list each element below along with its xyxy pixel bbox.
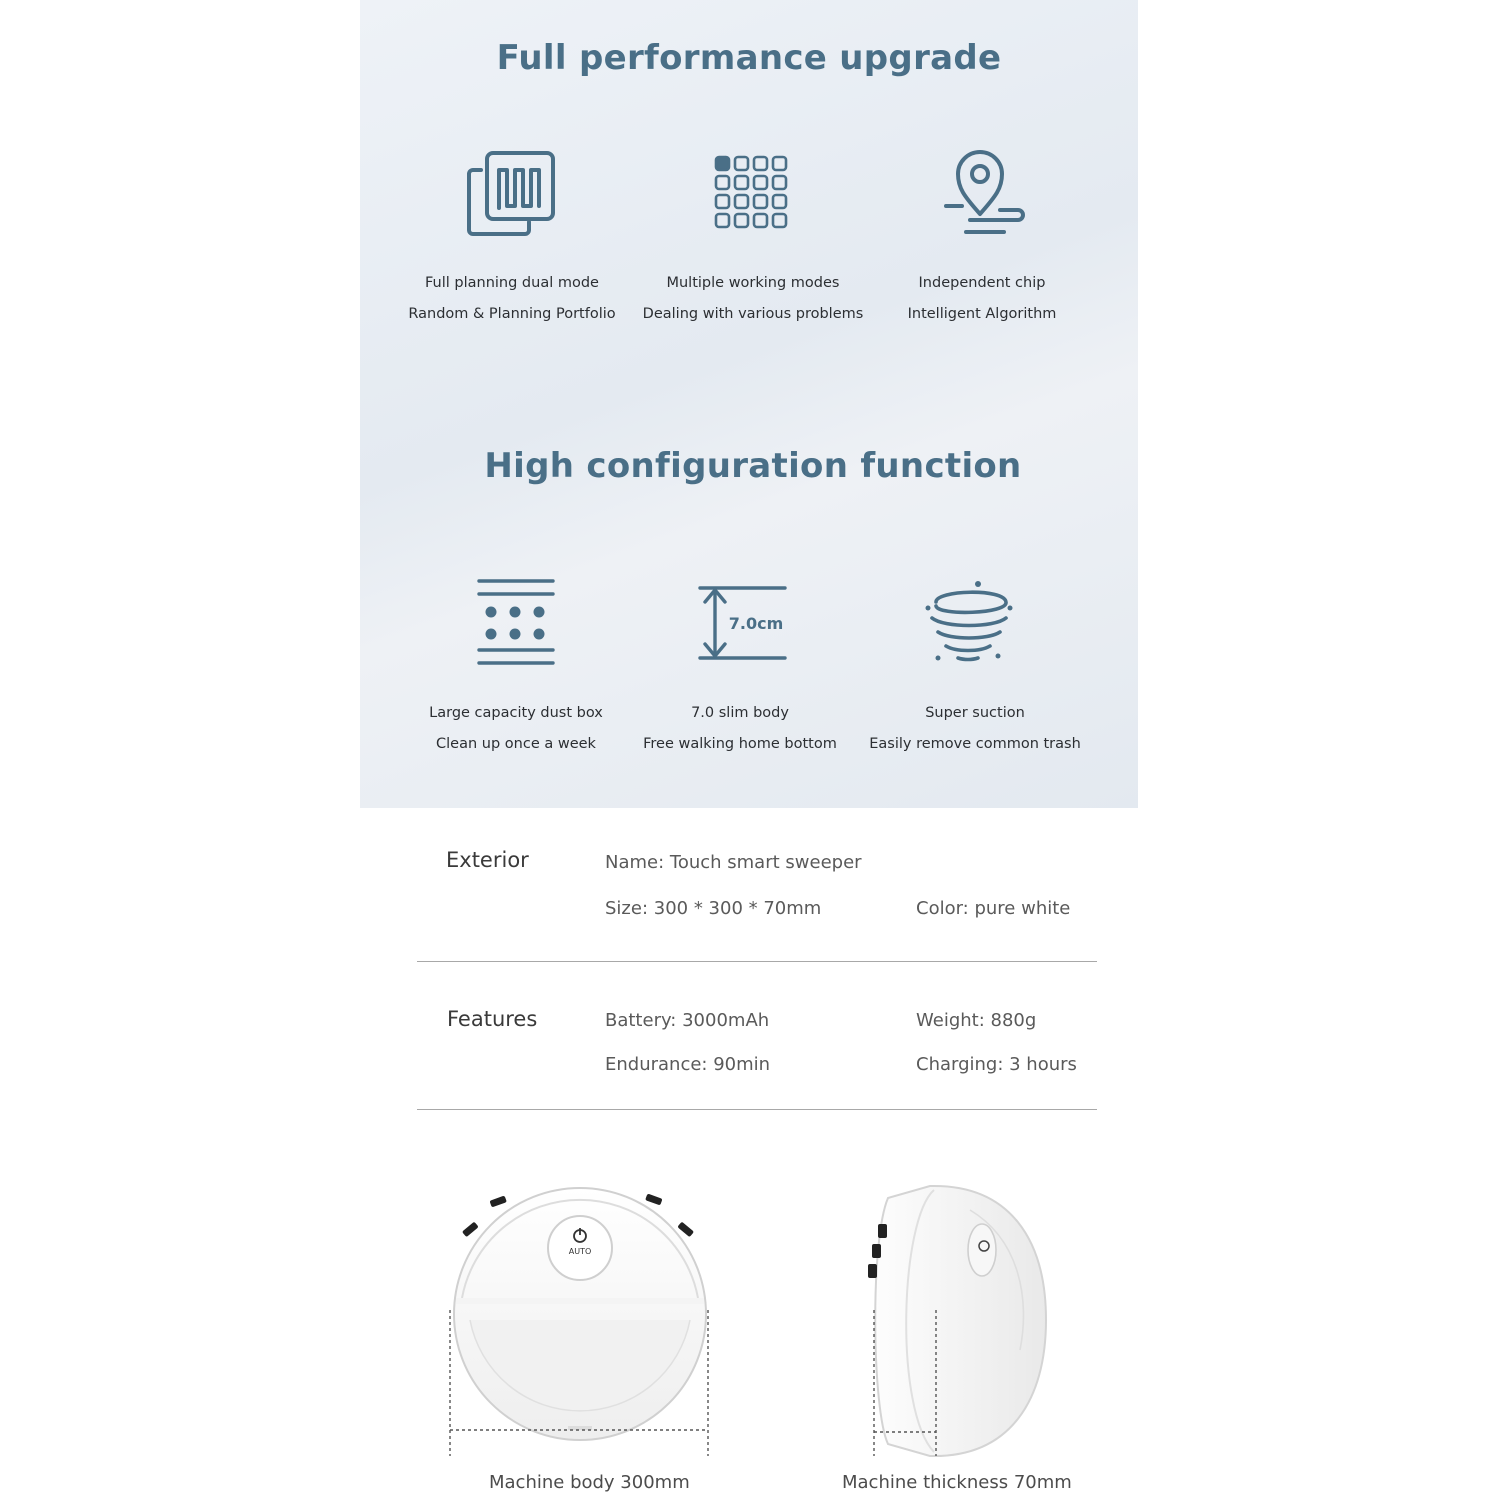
suction-vortex-icon xyxy=(924,578,1014,670)
robot-top-view-image xyxy=(440,1180,720,1470)
spec-charging: Charging: 3 hours xyxy=(916,1054,1077,1075)
spec-divider xyxy=(417,1109,1097,1110)
location-pin-icon xyxy=(940,148,1030,240)
thickness-caption: Machine thickness 70mm xyxy=(842,1472,1072,1493)
feature-caption-chip: Independent chip Intelligent Algorithm xyxy=(907,275,1057,322)
spec-divider xyxy=(417,961,1097,962)
feature-caption-working-modes: Multiple working modes Dealing with various problems xyxy=(642,275,864,322)
configuration-title: High configuration function xyxy=(484,446,1022,486)
spec-battery: Battery: 3000mAh xyxy=(605,1010,770,1031)
feature-caption-suction: Super suction Easily remove common trash xyxy=(869,705,1081,752)
body-size-caption: Machine body 300mm xyxy=(489,1472,690,1493)
auto-button-label: AUTO xyxy=(568,1247,592,1256)
spec-size: Size: 300 * 300 * 70mm xyxy=(605,898,822,919)
feature-caption-slim-body: 7.0 slim body Free walking home bottom xyxy=(643,705,837,752)
slim-height-icon xyxy=(697,584,789,664)
keypad-grid-icon xyxy=(713,154,793,234)
spec-name: Name: Touch smart sweeper xyxy=(605,852,862,873)
feature-caption-dual-mode: Full planning dual mode Random & Planning Portfolio xyxy=(408,275,616,322)
spec-color: Color: pure white xyxy=(916,898,1071,919)
spec-label-features: Features xyxy=(447,1007,538,1031)
slim-height-label: 7.0cm xyxy=(728,614,784,633)
feature-caption-dust-box: Large capacity dust box Clean up once a week xyxy=(429,705,603,752)
spec-endurance: Endurance: 90min xyxy=(605,1054,771,1075)
robot-side-view-image xyxy=(860,1180,1060,1470)
dual-mode-icon xyxy=(467,150,559,238)
spec-label-exterior: Exterior xyxy=(446,848,529,872)
performance-title: Full performance upgrade xyxy=(496,38,1002,78)
spec-weight: Weight: 880g xyxy=(916,1010,1037,1031)
dust-box-icon xyxy=(473,578,559,668)
feature-panel xyxy=(360,0,1138,808)
